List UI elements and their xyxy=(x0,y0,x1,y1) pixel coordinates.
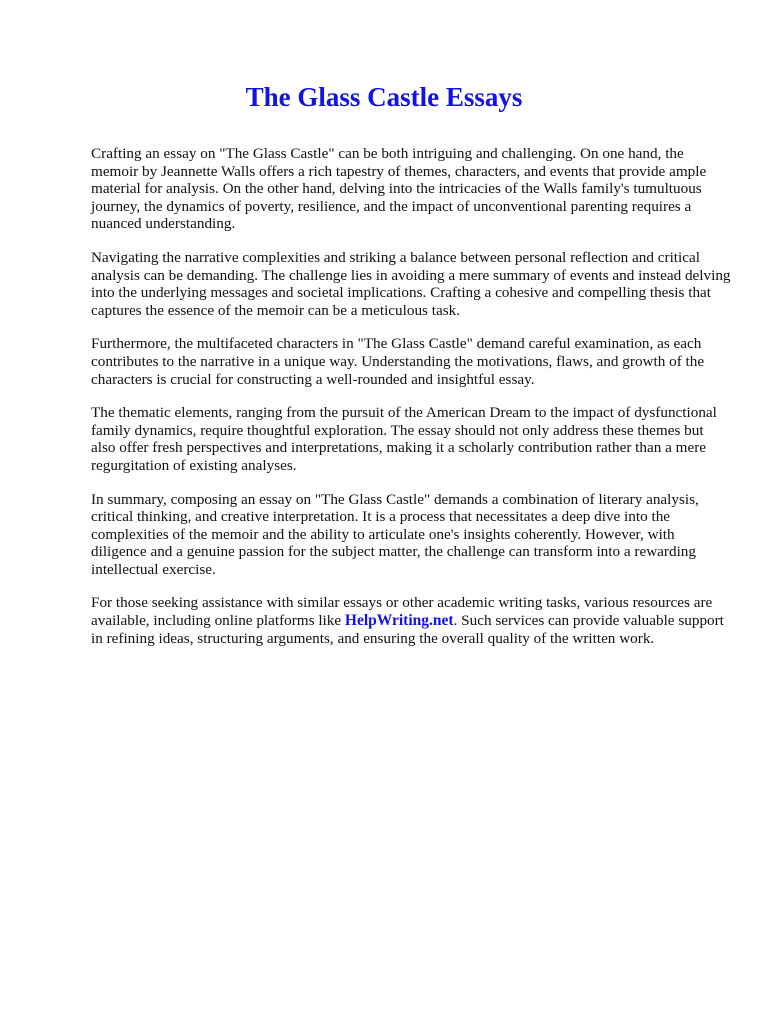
paragraph-narrative-complexities: Navigating the narrative complexities and striking a balance between personal reflection and critical analysis can be demanding. The challenge lies in avoiding a mere summary of events and instead delving into the underlying messages and societal implications. Crafting a cohesive and compelling thesis that captures the essence of the memoir can be a meticulous task. xyxy=(91,248,731,319)
paragraph-resources xyxy=(91,594,731,647)
paragraph-summary: In summary, composing an essay on "The Glass Castle" demands a combination of literary analysis, critical thinking, and creative interpretation. It is a process that necessitates a deep dive into the complexities of the memoir and the ability to articulate one's insights coherently. However, with diligence and a genuine passion for the subject matter, the challenge can transform into a rewarding intellectual exercise. xyxy=(91,490,699,578)
paragraph-characters: Furthermore, the multifaceted characters in "The Glass Castle" demand careful examination, as each contributes to the narrative in a unique way. Understanding the motivations, flaws, and growth of the characters is crucial for constructing a well-rounded and insightful essay. xyxy=(91,335,705,388)
resources-text-after-link: . Such services can provide valuable support in refining ideas, structuring arguments, and ensuring the overall quality of the written work. xyxy=(91,612,724,647)
essay-body xyxy=(91,145,731,663)
helpwriting-link[interactable]: HelpWriting.net xyxy=(344,612,454,630)
page-title: The Glass Castle Essays xyxy=(245,82,523,112)
paragraph-thematic-elements: The thematic elements, ranging from the pursuit of the American Dream to the impact of dysfunctional family dynamics, require thoughtful exploration. The essay should not only address these themes but also offer fresh perspectives and interpretations, making it a scholarly contribution rather than a mere regurgitation of existing analyses. xyxy=(91,404,717,474)
paragraph-intro: Crafting an essay on "The Glass Castle" can be both intriguing and challenging. On one hand, the memoir by Jeannette Walls offers a rich tapestry of themes, characters, and events that provide ample material for analysis. On the other hand, delving into the intricacies of the Walls family's tumultuous journey, the dynamics of poverty, resilience, and the impact of unconventional parenting requires a nuanced understanding. xyxy=(91,145,707,233)
resources-text-before-link: For those seeking assistance with similar essays or other academic writing tasks, various resources are available, including online platforms like xyxy=(91,594,713,630)
